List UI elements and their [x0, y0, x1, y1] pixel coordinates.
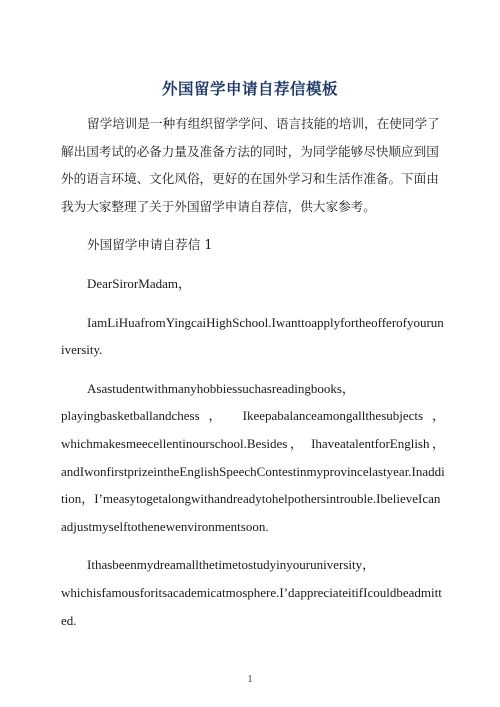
- paragraph-3-line-1: Ithasbeenmydreamallthetimetostudyinyouruniversity，: [87, 557, 376, 573]
- paragraph-3-rest: whichisfamousforitsacademicatmosphere.I’dappreciateitifIcouldbeadmitted.: [61, 584, 442, 628]
- salutation: DearSirorMadam，: [87, 275, 191, 291]
- paragraph-2-line-2-b: Ikeepabalanceamongallthesubjects，: [242, 408, 445, 424]
- section-heading: 外国留学申请自荐信 1: [87, 237, 213, 253]
- paragraph-2: [61, 375, 445, 541]
- page-number: 1: [247, 674, 253, 685]
- document-body: [61, 110, 445, 634]
- paragraph-2-line-1: Asastudentwithmanyhobbiessuchasreadingbooks，: [87, 380, 355, 396]
- paragraph-2-line-3-a: whichmakesmeecellentinourschool.Besides，: [61, 435, 306, 451]
- document-title: 外国留学申请自荐信模板: [161, 80, 338, 98]
- paragraph-2-rest: andIwonfirstprizeintheEnglishSpeechContestinmyprovincelastyear.Inaddition，I’measytogetalongwithandreadytohelpothersintrouble.IbelieveIcanadjustmyselftothenewenvironmentsoon.: [61, 463, 445, 534]
- paragraph-2-line-2: [61, 402, 445, 430]
- paragraph-2-line-2-a: playingbasketballandchess，: [61, 408, 231, 424]
- intro-paragraph: 留学培训是一种有组织留学学问、语言技能的培训，在使同学了解出国考试的必备力量及准备方法的同时，为同学能够尽快顺应到国外的语言环境、文化风俗，更好的在国外学习和生活作准备。下面由我为大家整理了关于外国留学申请自荐信，供大家参考。: [61, 116, 440, 214]
- paragraph-1: IamLiHuafromYingcaiHighSchool.Iwanttoapplyfortheofferofyouruniversity.: [61, 314, 444, 358]
- paragraph-2-line-3-b: IhaveatalentforEnglish，: [311, 435, 445, 451]
- paragraph-2-line-3: [61, 430, 445, 458]
- paragraph-3: [61, 551, 445, 634]
